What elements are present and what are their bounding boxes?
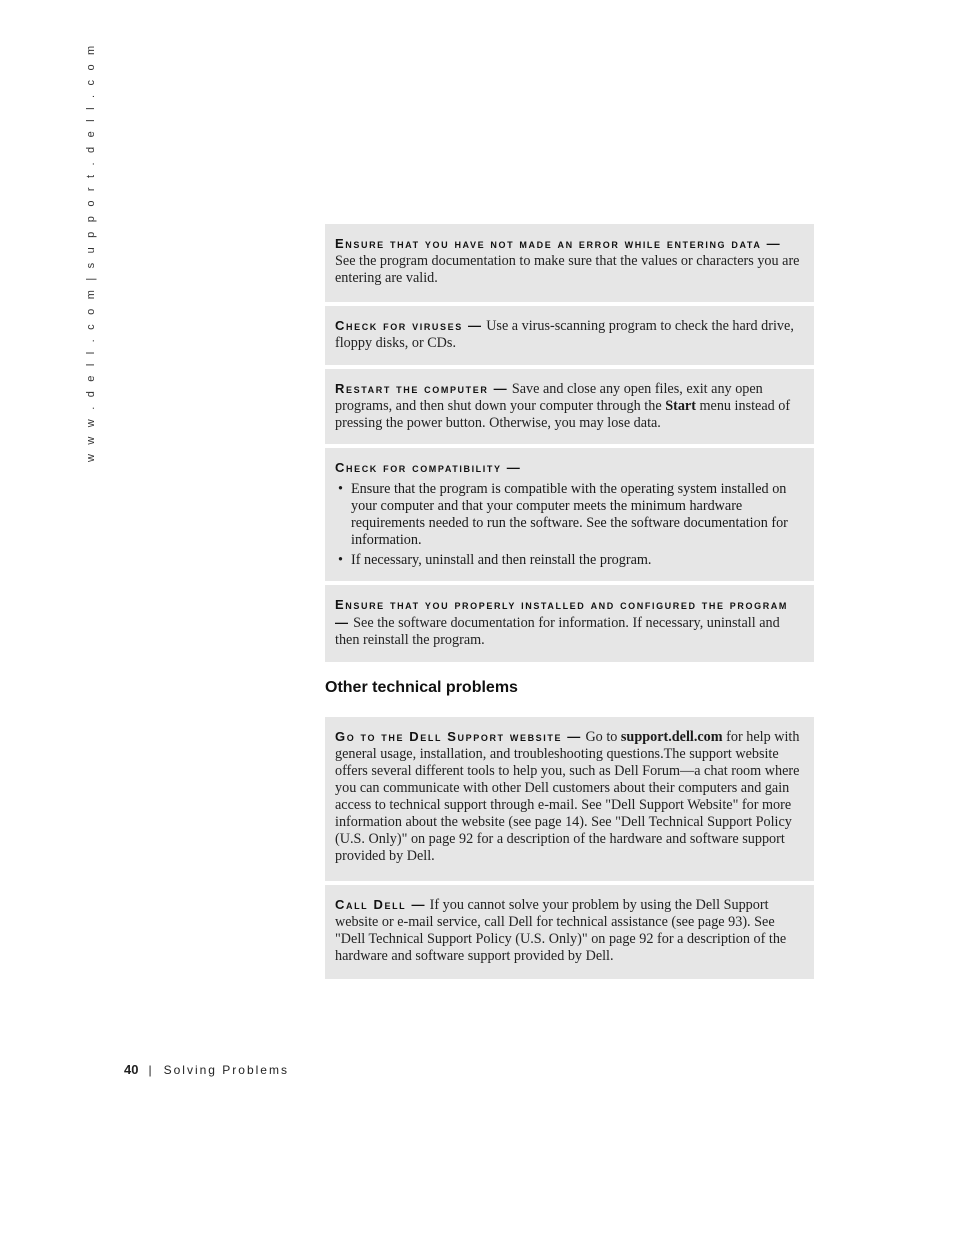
tip-lead: Ensure that you have not made an error while entering data — xyxy=(335,236,782,251)
tip-lead: Check for viruses — xyxy=(335,318,483,333)
tip-text: See the software documentation for information. If necessary, uninstall and then reinstall the program. xyxy=(335,615,780,648)
tip-text: menu instead of pressing the power button. Otherwise, you may lose data. xyxy=(335,398,791,431)
tip-lead: Check for compatibility — xyxy=(335,460,522,475)
tip-text: If you cannot solve your problem by using the Dell Support website or e-mail service, call Dell for technical assistance (see page 93). See "Dell Technical Support Policy (U.S. Only)" on page 92 for a description of the hardware and software support provided by Dell. xyxy=(335,897,787,964)
tip-text: See the program documentation to make sure that the values or characters you are entering are valid. xyxy=(335,253,800,286)
tip-block-installed-configured xyxy=(325,585,814,662)
support-url-link[interactable]: support.dell.com xyxy=(620,729,723,745)
bullet-icon: • xyxy=(338,481,343,497)
tip-block-restart-computer xyxy=(325,369,814,444)
tip-lead: Ensure that you properly installed and configured the program — xyxy=(335,597,789,630)
tip-lead: Restart the computer — xyxy=(335,381,509,396)
page-number: 40 xyxy=(124,1062,139,1077)
tip-text: for help with general usage, installation, and troubleshooting questions.The support website offers several different tools to help you, such as Dell Forum—a chat room where you can communicate with other Dell customers about their computers and gain access to technical support through e-mail. See "Dell Support Website" for more information about the website (see page 14). See "Dell Technical Support Policy (U.S. Only)" on page 92 for a description of the hardware and software support provided by Dell. xyxy=(335,729,800,864)
tip-text: Save and close any open files, exit any open programs, and then shut down your computer through the xyxy=(335,381,763,414)
bullet-icon: • xyxy=(338,552,343,568)
list-item-text: Ensure that the program is compatible with the operating system installed on your computer and that your computer meets the minimum hardware requirements needed to run the software. See the software documentation for information. xyxy=(351,481,788,548)
list-item-text: If necessary, uninstall and then reinstall the program. xyxy=(351,552,652,568)
tip-text: Go to xyxy=(581,729,621,745)
tip-text: Use a virus-scanning program to check the hard drive, floppy disks, or CDs. xyxy=(335,318,794,351)
tip-lead: Call Dell — xyxy=(335,897,427,912)
footer-separator: | xyxy=(148,1063,152,1077)
list-item xyxy=(335,552,804,569)
compatibility-list xyxy=(335,481,804,569)
tip-lead: Go to the Dell Support website — xyxy=(335,729,582,744)
page-footer xyxy=(124,1062,289,1078)
start-menu-term: Start xyxy=(665,398,696,414)
tip-block-entering-data xyxy=(325,224,814,302)
tip-block-dell-support-website xyxy=(325,717,814,881)
tip-block-check-viruses xyxy=(325,306,814,365)
list-item xyxy=(335,481,804,549)
side-url: w w w . d e l l . c o m | s u p p o r t . d e l l . c o m xyxy=(85,42,97,462)
tip-block-call-dell xyxy=(325,885,814,979)
footer-section-name: Solving Problems xyxy=(163,1063,289,1077)
section-heading: Other technical problems xyxy=(325,679,518,696)
tip-block-check-compatibility xyxy=(325,448,814,581)
